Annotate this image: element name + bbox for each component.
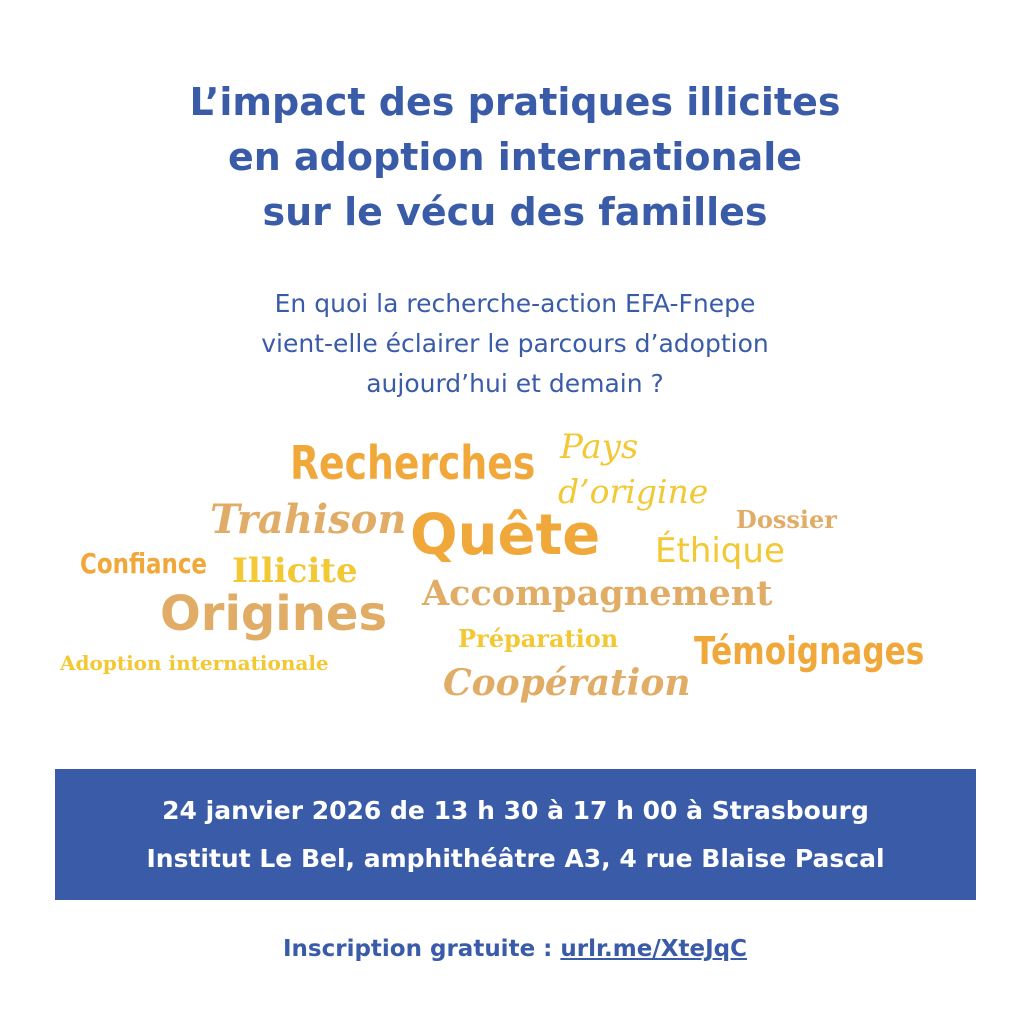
word-d-origine: d’origine: [558, 472, 709, 511]
word-recherches: Recherches: [290, 436, 536, 490]
event-banner: [55, 769, 976, 900]
subtitle-line-2: vient-elle éclairer le parcours d’adoption: [261, 329, 769, 358]
event-location-line: Institut Le Bel, amphithéâtre A3, 4 rue Blaise Pascal: [146, 844, 885, 873]
title-line-1: L’impact des pratiques illicites: [189, 80, 841, 124]
registration-label: Inscription gratuite :: [282, 936, 561, 962]
word-illicite: Illicite: [232, 551, 358, 591]
word-origines: Origines: [160, 586, 388, 642]
word-accompagnement: Accompagnement: [422, 573, 773, 614]
subtitle-line-3: aujourd’hui et demain ?: [366, 369, 664, 398]
main-title: [0, 75, 1030, 240]
word-dossier: Dossier: [736, 505, 837, 534]
subtitle: [0, 284, 1030, 404]
word-pays: Pays: [560, 427, 639, 467]
word-adoption-internationale: Adoption internationale: [60, 651, 329, 675]
word-temoignages: Témoignages: [694, 629, 925, 673]
word-preparation: Préparation: [458, 624, 619, 653]
registration-link[interactable]: urlr.me/XteJqC: [560, 936, 747, 962]
registration-line: [0, 936, 1030, 962]
title-line-2: en adoption internationale: [227, 135, 803, 179]
word-confiance: Confiance: [80, 547, 208, 580]
event-date-line: 24 janvier 2026 de 13 h 30 à 17 h 00 à Strasbourg: [162, 796, 869, 825]
word-trahison: Trahison: [210, 496, 407, 543]
word-ethique: Éthique: [655, 531, 785, 571]
word-cloud: [0, 420, 1030, 720]
word-quete: Quête: [410, 503, 601, 568]
subtitle-line-1: En quoi la recherche-action EFA-Fnepe: [274, 289, 756, 318]
word-cooperation: Coopération: [443, 662, 691, 704]
title-line-3: sur le vécu des familles: [262, 190, 768, 234]
